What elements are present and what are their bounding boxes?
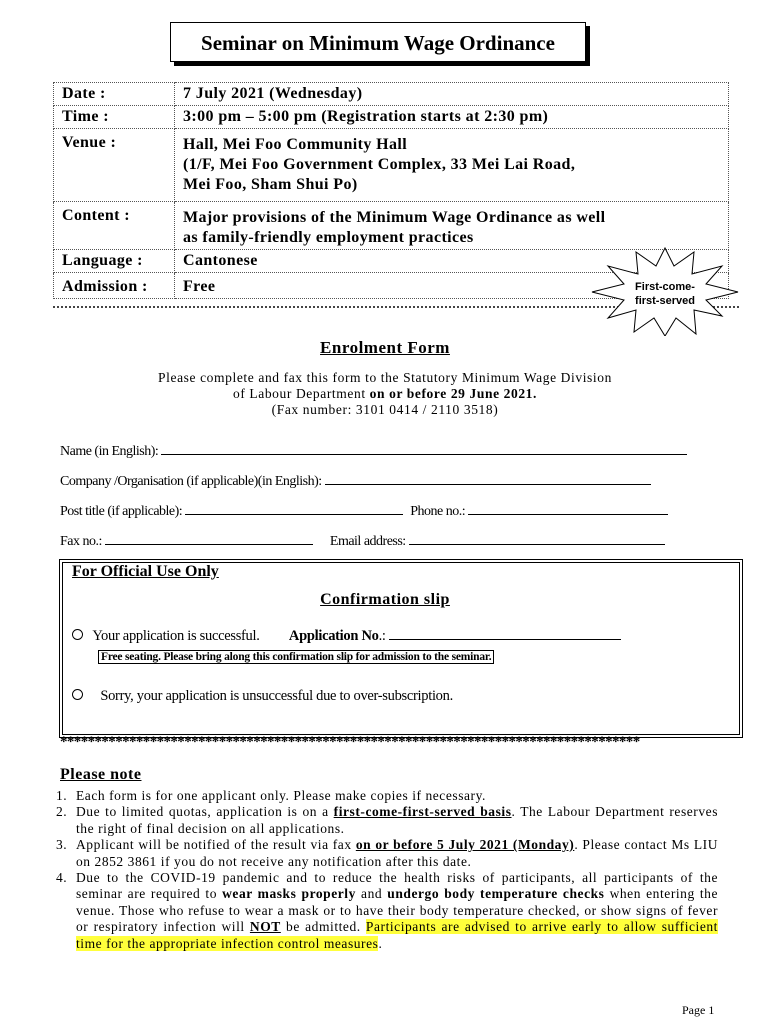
- info-value: 7 July 2021 (Wednesday): [175, 83, 729, 106]
- page-number: Page 1: [682, 1003, 715, 1017]
- phone-label: Phone no.:: [410, 504, 466, 519]
- note-3-text: [76, 837, 718, 870]
- note-2-text: [76, 804, 718, 837]
- official-use-box: [62, 562, 740, 735]
- company-field: [60, 470, 651, 490]
- company-label: Company /Organisation (if applicable)(in English):: [60, 474, 322, 489]
- deadline-text: on or before 29 June 2021.: [369, 386, 538, 401]
- phone-input-line[interactable]: [468, 500, 668, 515]
- official-use-heading: For Official Use Only: [72, 563, 219, 580]
- info-value: [175, 129, 729, 202]
- free-seating-note: Free seating. Please bring along this confirmation slip for admission to the seminar.: [98, 650, 494, 664]
- note-4-not: NOT: [249, 919, 281, 935]
- note-item: 3. Applicant will be notified of the result via fax on or before 5 July 2021 (Monday). Please contact Ms LIU on 2852 3861 if you do not receive any notification after this date.: [56, 837, 718, 869]
- success-option: [72, 625, 621, 645]
- starburst-line-1: First-come-: [635, 281, 695, 293]
- name-input-line[interactable]: [161, 440, 687, 455]
- note-2-emphasis: first-come-first-served basis: [333, 804, 512, 820]
- info-row-time: [54, 106, 729, 129]
- venue-line-2: (1/F, Mei Foo Government Complex, 33 Mei Lai Road,: [183, 156, 576, 173]
- note-4-text: [76, 870, 718, 952]
- enrolment-heading-text: Enrolment Form: [320, 338, 450, 357]
- info-row-content: [54, 202, 729, 250]
- company-input-line[interactable]: [325, 470, 651, 485]
- note-3a: Applicant will be notified of the result via fax: [76, 837, 356, 853]
- instr-line-2a: of Labour Department: [232, 386, 370, 401]
- info-label: Content :: [54, 202, 175, 250]
- note-3-emphasis: on or before 5 July 2021 (Monday): [355, 837, 575, 853]
- enrolment-instructions: [0, 370, 770, 418]
- asterisk-divider: ************************************************************************************: [60, 734, 640, 750]
- content-line-2: as family-friendly employment practices: [183, 229, 474, 246]
- name-label: Name (in English):: [60, 444, 159, 459]
- post-label: Post title (if applicable):: [60, 504, 183, 519]
- venue-line-1: Hall, Mei Foo Community Hall: [183, 136, 408, 153]
- instr-line-1: Please complete and fax this form to the Statutory Minimum Wage Division: [158, 370, 612, 385]
- unsuccessful-text: Sorry, your application is unsuccessful due to over-subscription.: [100, 688, 453, 704]
- info-label: Language :: [54, 250, 175, 273]
- venue-line-3: Mei Foo, Sham Shui Po): [183, 176, 358, 193]
- fax-number-line: (Fax number: 3101 0414 / 2110 3518): [271, 402, 499, 417]
- info-value: 3:00 pm – 5:00 pm (Registration starts at 2:30 pm): [175, 106, 729, 129]
- info-label: Date :: [54, 83, 175, 106]
- info-value: Free: [175, 273, 729, 299]
- note-2c: . The Labour Department reserves the right of final decision on all applications.: [76, 804, 718, 836]
- note-3c: . Please contact Ms LIU on 2852 3861 if you do not receive any notification after this date.: [76, 837, 718, 869]
- note-4g: be admitted.: [280, 919, 366, 935]
- notes-heading: Please note: [60, 766, 142, 783]
- info-value: Cantonese: [175, 250, 729, 273]
- info-row-venue: [54, 129, 729, 202]
- radio-circle-icon: [72, 629, 83, 640]
- application-no-label: Application No: [288, 628, 379, 644]
- application-no-line[interactable]: [389, 625, 621, 640]
- starburst-line-2: first-served: [635, 295, 695, 307]
- note-4-temperature: undergo body temperature checks: [387, 886, 605, 902]
- starburst-label: [620, 280, 710, 308]
- info-label: Venue :: [54, 129, 175, 202]
- info-row-date: [54, 83, 729, 106]
- note-4-highlight: Participants are advised to arrive early to allow sufficient time for the appropriate infection control measures: [76, 919, 718, 951]
- note-item: 1. Each form is for one applicant only. Please make copies if necessary.: [56, 788, 486, 803]
- page-title: Seminar on Minimum Wage Ordinance: [170, 22, 586, 62]
- enrolment-heading: [0, 338, 770, 358]
- confirmation-slip-heading: Confirmation slip: [320, 591, 450, 608]
- info-label: Admission :: [54, 273, 175, 299]
- note-item: 4. Due to the COVID-19 pandemic and to reduce the health risks of participants, all participants of the seminar are required to wear masks properly and undergo body temperature checks when entering the venue. Those who refuse to wear a mask or to have their body temperature checked, or show signs of fever or respiratory infection will NOT be admitted. Participants are advised to arrive early to allow sufficient time for the appropriate infection control measures.: [56, 870, 719, 951]
- note-1-text: Each form is for one applicant only. Please make copies if necessary.: [76, 788, 486, 803]
- email-label: Email address:: [329, 534, 406, 549]
- application-no-punct: .:: [378, 628, 386, 644]
- instr-line-2: [0, 386, 770, 402]
- note-4-masks: wear masks properly: [222, 886, 356, 902]
- post-phone-field: [60, 500, 668, 520]
- note-4e: when entering the venue. Those who refuse to wear a mask or to have their body temperature checked, or show signs of fever or respiratory infection will: [76, 886, 719, 935]
- radio-circle-icon: [72, 689, 83, 700]
- note-item: 2. Due to limited quotas, application is on a first-come-first-served basis. The Labour Department reserves the right of final decision on all applications.: [56, 804, 718, 836]
- email-input-line[interactable]: [409, 530, 665, 545]
- unsuccessful-option: [72, 688, 453, 705]
- fax-email-field: [60, 530, 665, 550]
- name-field: [60, 440, 687, 460]
- note-4i: .: [378, 935, 383, 951]
- content-line-1: Major provisions of the Minimum Wage Ordinance as well: [183, 209, 606, 226]
- info-value: [175, 202, 729, 250]
- fax-input-line[interactable]: [105, 530, 313, 545]
- success-text: Your application is successful.: [92, 628, 260, 644]
- notes-list: [56, 788, 718, 952]
- fax-label: Fax no.:: [60, 534, 102, 549]
- note-4a: Due to the COVID-19 pandemic and to reduce the health risks of participants, all participants of the seminar are required to: [76, 870, 718, 902]
- note-2a: Due to limited quotas, application is on a: [76, 804, 334, 820]
- post-input-line[interactable]: [185, 500, 403, 515]
- info-label: Time :: [54, 106, 175, 129]
- note-4c: and: [355, 886, 388, 902]
